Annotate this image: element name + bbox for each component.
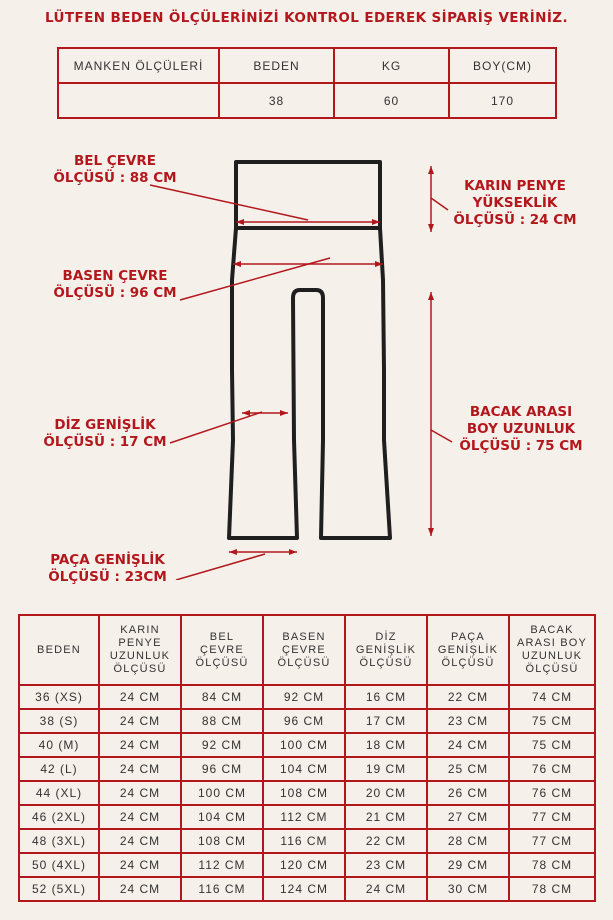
table-cell: 17 CM (345, 709, 427, 733)
measure-arrowheads (229, 166, 434, 555)
table-row (19, 733, 595, 757)
inseam-label: BACAK ARASI BOY UZUNLUK ÖLÇÜSÜ : 75 CM (459, 404, 583, 454)
table-cell: 28 CM (427, 829, 509, 853)
table-cell: 26 CM (427, 781, 509, 805)
table-cell: 104 CM (263, 757, 345, 781)
size-chart-table (18, 614, 596, 902)
header-cell: BASEN ÇEVRE ÖLÇÜSÜ (263, 615, 345, 685)
table-cell: 36 (XS) (19, 685, 99, 709)
table-cell: 60 (334, 83, 449, 118)
waist-label: BEL ÇEVRE ÖLÇÜSÜ : 88 CM (53, 153, 177, 186)
table-cell: 24 CM (99, 709, 181, 733)
table-cell: 116 CM (263, 829, 345, 853)
table-cell: 24 CM (99, 757, 181, 781)
table-cell: 42 (L) (19, 757, 99, 781)
header-cell: MANKEN ÖLÇÜLERİ (58, 48, 219, 83)
table-cell: 75 CM (509, 709, 595, 733)
table-cell: 23 CM (345, 853, 427, 877)
table-cell: 19 CM (345, 757, 427, 781)
table-cell: 40 (M) (19, 733, 99, 757)
table-cell: 25 CM (427, 757, 509, 781)
table-cell: 30 CM (427, 877, 509, 901)
table-cell: 74 CM (509, 685, 595, 709)
table-cell (58, 83, 219, 118)
hem-label: PAÇA GENİŞLİK ÖLÇÜSÜ : 23CM (48, 552, 167, 585)
table-cell: 22 CM (427, 685, 509, 709)
table-cell: 116 CM (181, 877, 263, 901)
table-cell: 84 CM (181, 685, 263, 709)
table-cell: 16 CM (345, 685, 427, 709)
page-title: LÜTFEN BEDEN ÖLÇÜLERİNİZİ KONTROL EDEREK SİPARİŞ VERİNİZ. (45, 10, 568, 26)
header-cell: BEL ÇEVRE ÖLÇÜSÜ (181, 615, 263, 685)
table-row (19, 757, 595, 781)
header-cell: DİZ GENİŞLİK ÖLÇÜSÜ (345, 615, 427, 685)
header-cell: KG (334, 48, 449, 83)
table-cell: 76 CM (509, 757, 595, 781)
table-cell: 44 (XL) (19, 781, 99, 805)
hem-leader-line (176, 554, 265, 580)
table-cell: 124 CM (263, 877, 345, 901)
table-cell: 24 CM (427, 733, 509, 757)
table-cell: 21 CM (345, 805, 427, 829)
table-cell: 24 CM (345, 877, 427, 901)
rise-label: KARIN PENYE YÜKSEKLİK ÖLÇÜSÜ : 24 CM (453, 178, 577, 228)
table-cell: 24 CM (99, 733, 181, 757)
table-cell: 112 CM (181, 853, 263, 877)
table-cell: 52 (5XL) (19, 877, 99, 901)
table-cell: 22 CM (345, 829, 427, 853)
model-measurements-table (57, 47, 557, 119)
table-cell: 23 CM (427, 709, 509, 733)
table-cell: 48 (3XL) (19, 829, 99, 853)
table-cell: 38 (219, 83, 334, 118)
hip-label: BASEN ÇEVRE ÖLÇÜSÜ : 96 CM (53, 268, 177, 301)
table-header-row (58, 48, 556, 83)
table-cell: 18 CM (345, 733, 427, 757)
header-cell: BOY(CM) (449, 48, 556, 83)
table-row (19, 805, 595, 829)
table-cell: 27 CM (427, 805, 509, 829)
header-cell: KARIN PENYE UZUNLUK ÖLÇÜSÜ (99, 615, 181, 685)
table-cell: 78 CM (509, 853, 595, 877)
table-cell: 76 CM (509, 781, 595, 805)
table-cell: 20 CM (345, 781, 427, 805)
table-row (19, 877, 595, 901)
table-cell: 24 CM (99, 805, 181, 829)
table-cell: 24 CM (99, 829, 181, 853)
table-cell: 77 CM (509, 829, 595, 853)
header-cell: BEDEN (219, 48, 334, 83)
header-cell: PAÇA GENİŞLİK ÖLÇÜSÜ (427, 615, 509, 685)
table-cell: 170 (449, 83, 556, 118)
table-row (19, 781, 595, 805)
header-cell: BACAK ARASI BOY UZUNLUK ÖLÇÜSÜ (509, 615, 595, 685)
table-cell: 78 CM (509, 877, 595, 901)
table-row (19, 853, 595, 877)
table-cell: 112 CM (263, 805, 345, 829)
leggings-outline (229, 162, 390, 538)
table-cell: 29 CM (427, 853, 509, 877)
table-cell: 24 CM (99, 781, 181, 805)
table-cell: 96 CM (181, 757, 263, 781)
knee-leader-line (170, 412, 262, 443)
knee-label: DİZ GENİŞLİK ÖLÇÜSÜ : 17 CM (43, 417, 167, 450)
table-cell: 24 CM (99, 877, 181, 901)
waist-leader-line (150, 185, 308, 220)
table-cell: 75 CM (509, 733, 595, 757)
table-row (58, 83, 556, 118)
table-row (19, 685, 595, 709)
table-cell: 100 CM (181, 781, 263, 805)
table-cell: 77 CM (509, 805, 595, 829)
table-header-row (19, 615, 595, 685)
waistband-shape (236, 162, 380, 228)
table-cell: 96 CM (263, 709, 345, 733)
table-cell: 46 (2XL) (19, 805, 99, 829)
table-cell: 92 CM (263, 685, 345, 709)
table-cell: 50 (4XL) (19, 853, 99, 877)
table-row (19, 709, 595, 733)
table-cell: 38 (S) (19, 709, 99, 733)
table-cell: 24 CM (99, 685, 181, 709)
legs-shape (229, 228, 390, 538)
header-cell: BEDEN (19, 615, 99, 685)
table-cell: 24 CM (99, 853, 181, 877)
table-cell: 92 CM (181, 733, 263, 757)
table-row (19, 829, 595, 853)
table-cell: 104 CM (181, 805, 263, 829)
table-cell: 120 CM (263, 853, 345, 877)
table-cell: 108 CM (263, 781, 345, 805)
table-cell: 108 CM (181, 829, 263, 853)
table-cell: 100 CM (263, 733, 345, 757)
table-cell: 88 CM (181, 709, 263, 733)
